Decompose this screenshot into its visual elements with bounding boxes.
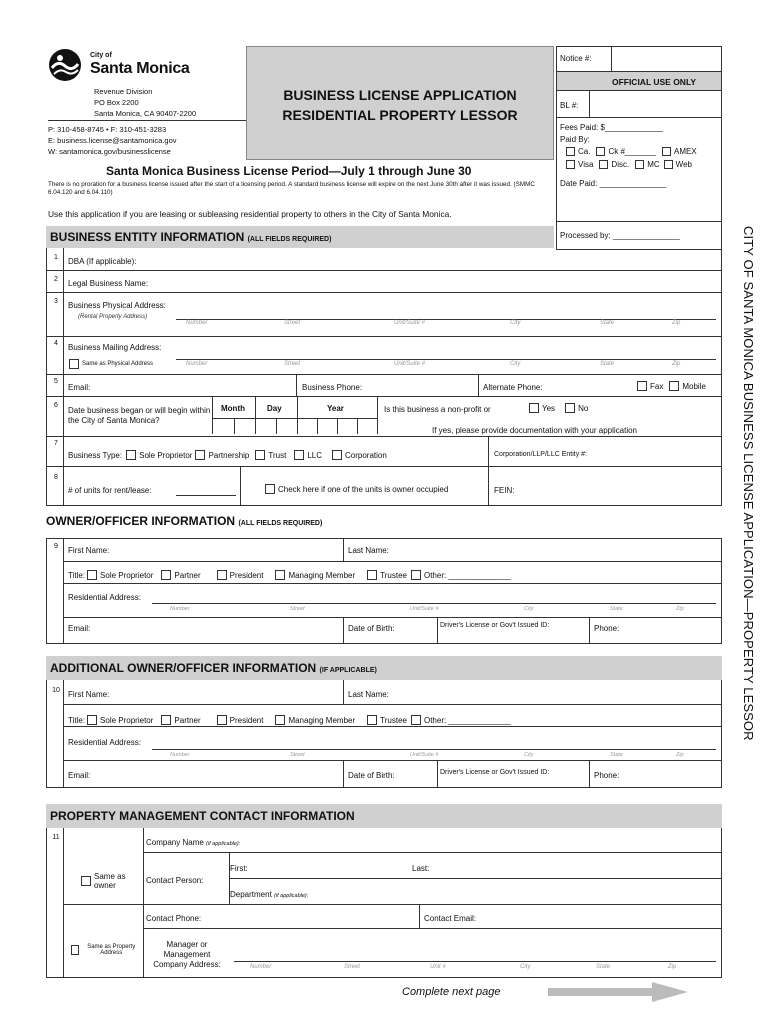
addl-title-president-checkbox[interactable] — [217, 715, 227, 725]
title-line-1: BUSINESS LICENSE APPLICATION — [283, 87, 517, 103]
owner-dl-label: Driver's License or Gov't Issued ID: — [440, 622, 550, 629]
title-managing-checkbox[interactable] — [275, 570, 285, 580]
complete-next-page: Complete next page — [402, 986, 501, 998]
same-as-physical-label: Same as Physical Address — [82, 361, 154, 367]
business-type-label: Business Type: — [68, 450, 123, 460]
addr-state-hint: State — [610, 606, 623, 612]
address-line: Santa Monica, CA 90407-2200 — [94, 109, 197, 118]
official-use-box — [556, 46, 722, 250]
bl-number-label: BL #: — [560, 101, 579, 110]
same-as-owner-checkbox[interactable] — [81, 876, 91, 886]
fein-label: FEIN: — [494, 486, 515, 495]
addr-city-hint: City — [524, 752, 534, 758]
title-trustee-label: Trustee — [380, 715, 407, 725]
city-seal-icon — [48, 48, 82, 82]
cash-checkbox[interactable] — [566, 147, 575, 156]
title-president-checkbox[interactable] — [217, 570, 227, 580]
alternate-phone-label: Alternate Phone: — [483, 383, 543, 392]
rental-note: (Rental Property Address) — [78, 314, 148, 320]
addr-unit-hint: Unit/Suite # — [410, 752, 439, 758]
row-number: 3 — [54, 298, 58, 305]
city-logo — [48, 48, 82, 82]
day-header: Day — [267, 404, 282, 413]
owner-title-row — [68, 570, 511, 580]
title-other-label: Other: ______________ — [423, 570, 511, 580]
mailing-address-input[interactable] — [176, 352, 716, 360]
owner-res-address-input[interactable] — [152, 598, 716, 604]
partnership-checkbox[interactable] — [195, 450, 205, 460]
addr-state-hint: State — [600, 361, 615, 367]
official-use-label: OFFICIAL USE ONLY — [611, 77, 697, 87]
mc-label: MC — [647, 160, 660, 169]
use-note: Use this application if you are leasing or subleasing residential property to others in the City of Santa Monica. — [48, 209, 452, 219]
pm-company-text: Company Name — [146, 838, 204, 847]
sole-proprietor-checkbox[interactable] — [126, 450, 136, 460]
addl-title-managing-checkbox[interactable] — [275, 715, 285, 725]
addr-city-hint: City — [524, 606, 534, 612]
title-sole-label: Sole Proprietor — [100, 715, 154, 725]
row-number: 5 — [54, 378, 58, 385]
addl-title-row — [68, 715, 511, 725]
proration-note: There is no proration for a business license issued after the start of a licensing period. A standard business license will expire on the next June 30th after it was issued. (SMMC 6.04.120 and 6.04.110) — [48, 181, 535, 196]
llc-checkbox[interactable] — [294, 450, 304, 460]
business-section-title: BUSINESS ENTITY INFORMATION — [50, 230, 245, 244]
row-number: 8 — [54, 474, 58, 481]
corporation-label: Corporation — [345, 450, 387, 460]
address-line: Revenue Division — [94, 87, 153, 96]
addr-street-hint: Street — [284, 320, 301, 326]
pm-department-text: Department — [230, 890, 272, 899]
notice-number-field[interactable] — [612, 49, 720, 69]
addr-zip-hint: Zip — [676, 752, 684, 758]
addl-phone-label: Phone: — [594, 771, 620, 780]
addl-title-other-checkbox[interactable] — [411, 715, 421, 725]
addr-state-hint: State — [610, 752, 623, 758]
addr-city-hint: City — [510, 320, 521, 326]
trust-checkbox[interactable] — [255, 450, 265, 460]
addl-res-address-label: Residential Address: — [68, 738, 141, 747]
dba-label: DBA (If applicable): — [68, 257, 137, 266]
title-managing-label: Managing Member — [288, 715, 356, 725]
date-paid: Date Paid: _______________ — [560, 179, 667, 188]
month-header: Month — [221, 404, 245, 413]
title-sole-label: Sole Proprietor — [100, 570, 154, 580]
addr-street-hint: Street — [290, 606, 305, 612]
partnership-label: Partnership — [208, 450, 250, 460]
no-label: No — [578, 403, 589, 413]
addl-res-address-input[interactable] — [152, 744, 716, 750]
addr-street-hint: Street — [344, 964, 361, 970]
pm-manager-address-label: Manager or Management Company Address: — [153, 940, 221, 969]
mobile-label: Mobile — [682, 381, 706, 391]
same-as-owner — [78, 872, 138, 890]
owner-email-label: Email: — [68, 624, 91, 633]
web-label: Web — [675, 160, 692, 169]
pm-contact-person-label: Contact Person: — [146, 876, 204, 885]
nonprofit-options — [526, 403, 588, 413]
owner-occupied — [262, 484, 448, 494]
sole-proprietor-label: Sole Proprietor — [139, 450, 193, 460]
same-as-property-label: Same as Property Address — [87, 944, 136, 956]
title-president-label: President — [229, 570, 264, 580]
pm-section-title: PROPERTY MANAGEMENT CONTACT INFORMATION — [50, 809, 355, 823]
addr-state-hint: State — [596, 964, 611, 970]
official-use-header — [557, 71, 721, 91]
nonprofit-doc-note: If yes, please provide documentation with your application — [432, 426, 638, 435]
title-other-label: Other: ______________ — [423, 715, 511, 725]
title-other-checkbox[interactable] — [411, 570, 421, 580]
addl-title-sole-checkbox[interactable] — [87, 715, 97, 725]
nonprofit-yes-checkbox[interactable] — [529, 403, 539, 413]
addr-state-hint: State — [600, 320, 615, 326]
owner-occupied-checkbox[interactable] — [265, 484, 275, 494]
business-section-header — [46, 226, 554, 248]
row-number: 1 — [54, 254, 58, 261]
email-label: Email: — [68, 383, 91, 392]
side-title: CITY OF SANTA MONICA BUSINESS LICENSE APPLICATION—PROPERTY LESSOR — [741, 226, 756, 741]
owner-section-title: OWNER/OFFICER INFORMATION — [46, 514, 236, 528]
entity-number-label: Corporation/LLP/LLC Entity #: — [494, 451, 587, 458]
mailing-address-label: Business Mailing Address: — [68, 343, 162, 352]
notice-number-label: Notice #: — [560, 54, 592, 63]
pm-company-note: (if applicable): — [206, 841, 241, 847]
title-sole-checkbox[interactable] — [87, 570, 97, 580]
addr-number-hint: Number — [170, 752, 190, 758]
contact-info — [48, 124, 177, 157]
amex-label: AMEX — [674, 147, 697, 156]
legal-name-label: Legal Business Name: — [68, 279, 149, 288]
physical-address-label: Business Physical Address: — [68, 301, 166, 310]
visa-label: Visa — [578, 160, 594, 169]
addr-zip-hint: Zip — [672, 320, 681, 326]
addr-city-hint: City — [510, 361, 521, 367]
cash-label: Ca. — [578, 147, 591, 156]
units-input[interactable] — [176, 484, 236, 496]
units-label: # of units for rent/lease: — [68, 486, 152, 495]
title-partner-label: Partner — [174, 715, 201, 725]
yes-label: Yes — [542, 403, 556, 413]
date-began-grid — [212, 396, 378, 434]
row-number: 9 — [54, 543, 58, 550]
row-number: 10 — [52, 687, 60, 694]
addr-unit-hint: Unit # — [430, 964, 446, 970]
web-checkbox[interactable] — [664, 160, 673, 169]
pm-contact-phone-label: Contact Phone: — [146, 914, 202, 923]
processed-by: Processed by: _______________ — [560, 231, 680, 240]
legal-name-input[interactable] — [160, 274, 720, 290]
payment-row-1 — [563, 147, 697, 156]
row-number: 7 — [54, 440, 58, 447]
addl-dl-label: Driver's License or Gov't Issued ID: — [440, 769, 550, 776]
owner-res-address-label: Residential Address: — [68, 593, 141, 602]
title-box — [246, 46, 554, 160]
mobile-checkbox[interactable] — [669, 381, 679, 391]
contact-email: E: business.license@santamonica.gov — [48, 136, 177, 145]
title-label: Title: — [68, 715, 86, 725]
visa-checkbox[interactable] — [566, 160, 575, 169]
pm-manager-address-input[interactable] — [234, 954, 716, 962]
addl-section-header — [46, 656, 722, 680]
addl-email-label: Email: — [68, 771, 91, 780]
pm-first-label: First: — [230, 864, 248, 873]
title-president-label: President — [229, 715, 264, 725]
addl-dob-label: Date of Birth: — [348, 771, 395, 780]
owner-section-header — [46, 514, 322, 528]
same-as-owner-label: Same as owner — [94, 872, 126, 890]
pm-department-label — [230, 890, 308, 899]
fax-checkbox[interactable] — [637, 381, 647, 391]
addr-unit-hint: Unit/Suite # — [394, 320, 426, 326]
pm-last-label: Last: — [412, 864, 430, 873]
same-as-physical — [66, 359, 153, 369]
addr-zip-hint: Zip — [668, 964, 677, 970]
mc-checkbox[interactable] — [635, 160, 644, 169]
addl-section-title: ADDITIONAL OWNER/OFFICER INFORMATION — [50, 661, 317, 675]
business-section-note: (ALL FIELDS REQUIRED) — [247, 236, 332, 243]
addr-number-hint: Number — [170, 606, 190, 612]
business-type-row — [68, 450, 387, 460]
addr-zip-hint: Zip — [676, 606, 684, 612]
title-line-2: RESIDENTIAL PROPERTY LESSOR — [282, 107, 518, 123]
addl-title-partner-checkbox[interactable] — [161, 715, 171, 725]
license-period: Santa Monica Business License Period—July 1 through June 30 — [106, 164, 472, 178]
fax-option — [634, 381, 706, 391]
addr-unit-hint: Unit/Suite # — [394, 361, 426, 367]
paid-by: Paid By: — [560, 135, 590, 144]
addr-number-hint: Number — [186, 361, 208, 367]
addl-first-name-label: First Name: — [68, 690, 110, 699]
division-address — [94, 86, 196, 119]
addr-number-hint: Number — [186, 320, 208, 326]
addl-title-trustee-checkbox[interactable] — [367, 715, 377, 725]
owner-section-note: (ALL FIELDS REQUIRED) — [238, 520, 323, 527]
disc-label: Disc. — [611, 160, 630, 169]
phone-fax: P: 310-458-8745 • F: 310-451-3283 — [48, 125, 167, 134]
nonprofit-no-checkbox[interactable] — [565, 403, 575, 413]
addr-city-hint: City — [520, 964, 531, 970]
fees-paid: Fees Paid: $_____________ — [560, 123, 663, 132]
corporation-checkbox[interactable] — [332, 450, 342, 460]
same-as-physical-checkbox[interactable] — [69, 359, 79, 369]
pm-section-header — [46, 804, 722, 828]
same-as-property-checkbox[interactable] — [71, 945, 79, 955]
fax-label: Fax — [650, 381, 664, 391]
year-header: Year — [327, 404, 344, 413]
addr-zip-hint: Zip — [672, 361, 681, 367]
title-managing-label: Managing Member — [288, 570, 356, 580]
amex-checkbox[interactable] — [662, 147, 671, 156]
addr-unit-hint: Unit/Suite # — [410, 606, 439, 612]
row-number: 11 — [52, 834, 60, 841]
row-number: 4 — [54, 340, 58, 347]
date-began-label: Date business began or will begin within the City of Santa Monica? — [68, 406, 211, 425]
addr-street-hint: Street — [284, 361, 301, 367]
pm-contact-email-label: Contact Email: — [424, 914, 477, 923]
owner-dob-label: Date of Birth: — [348, 624, 395, 633]
owner-last-name-label: Last Name: — [348, 546, 389, 555]
next-arrow-icon — [548, 982, 690, 1004]
address-line: PO Box 2200 — [94, 98, 139, 107]
addr-street-hint: Street — [290, 752, 305, 758]
same-as-property — [68, 944, 140, 956]
logo-name: Santa Monica — [90, 60, 190, 77]
row-number: 6 — [54, 402, 58, 409]
title-partner-label: Partner — [174, 570, 201, 580]
addr-number-hint: Number — [250, 964, 272, 970]
title-label: Title: — [68, 570, 86, 580]
check-label: Ck #_______ — [608, 147, 657, 156]
row-number: 2 — [54, 276, 58, 283]
dba-input[interactable] — [150, 252, 720, 268]
nonprofit-label: Is this business a non-profit or — [384, 405, 491, 414]
llc-label: LLC — [307, 450, 323, 460]
title-trustee-label: Trustee — [380, 570, 407, 580]
business-phone-label: Business Phone: — [302, 383, 363, 392]
payment-row-2 — [563, 160, 692, 169]
pm-company-label — [146, 838, 240, 847]
owner-first-name-label: First Name: — [68, 546, 110, 555]
logo-top: City of — [90, 52, 112, 59]
title-partner-checkbox[interactable] — [161, 570, 171, 580]
trust-label: Trust — [268, 450, 287, 460]
addl-section-note: (IF APPLICABLE) — [319, 667, 377, 674]
physical-address-input[interactable] — [176, 312, 716, 320]
pm-department-note: (if applicable): — [274, 893, 309, 899]
owner-occupied-label: Check here if one of the units is owner occupied — [278, 484, 449, 494]
addl-last-name-label: Last Name: — [348, 690, 389, 699]
disc-checkbox[interactable] — [599, 160, 608, 169]
title-trustee-checkbox[interactable] — [367, 570, 377, 580]
check-checkbox[interactable] — [596, 147, 605, 156]
owner-phone-label: Phone: — [594, 624, 620, 633]
contact-web: W: santamonica.gov/businesslicense — [48, 147, 171, 156]
